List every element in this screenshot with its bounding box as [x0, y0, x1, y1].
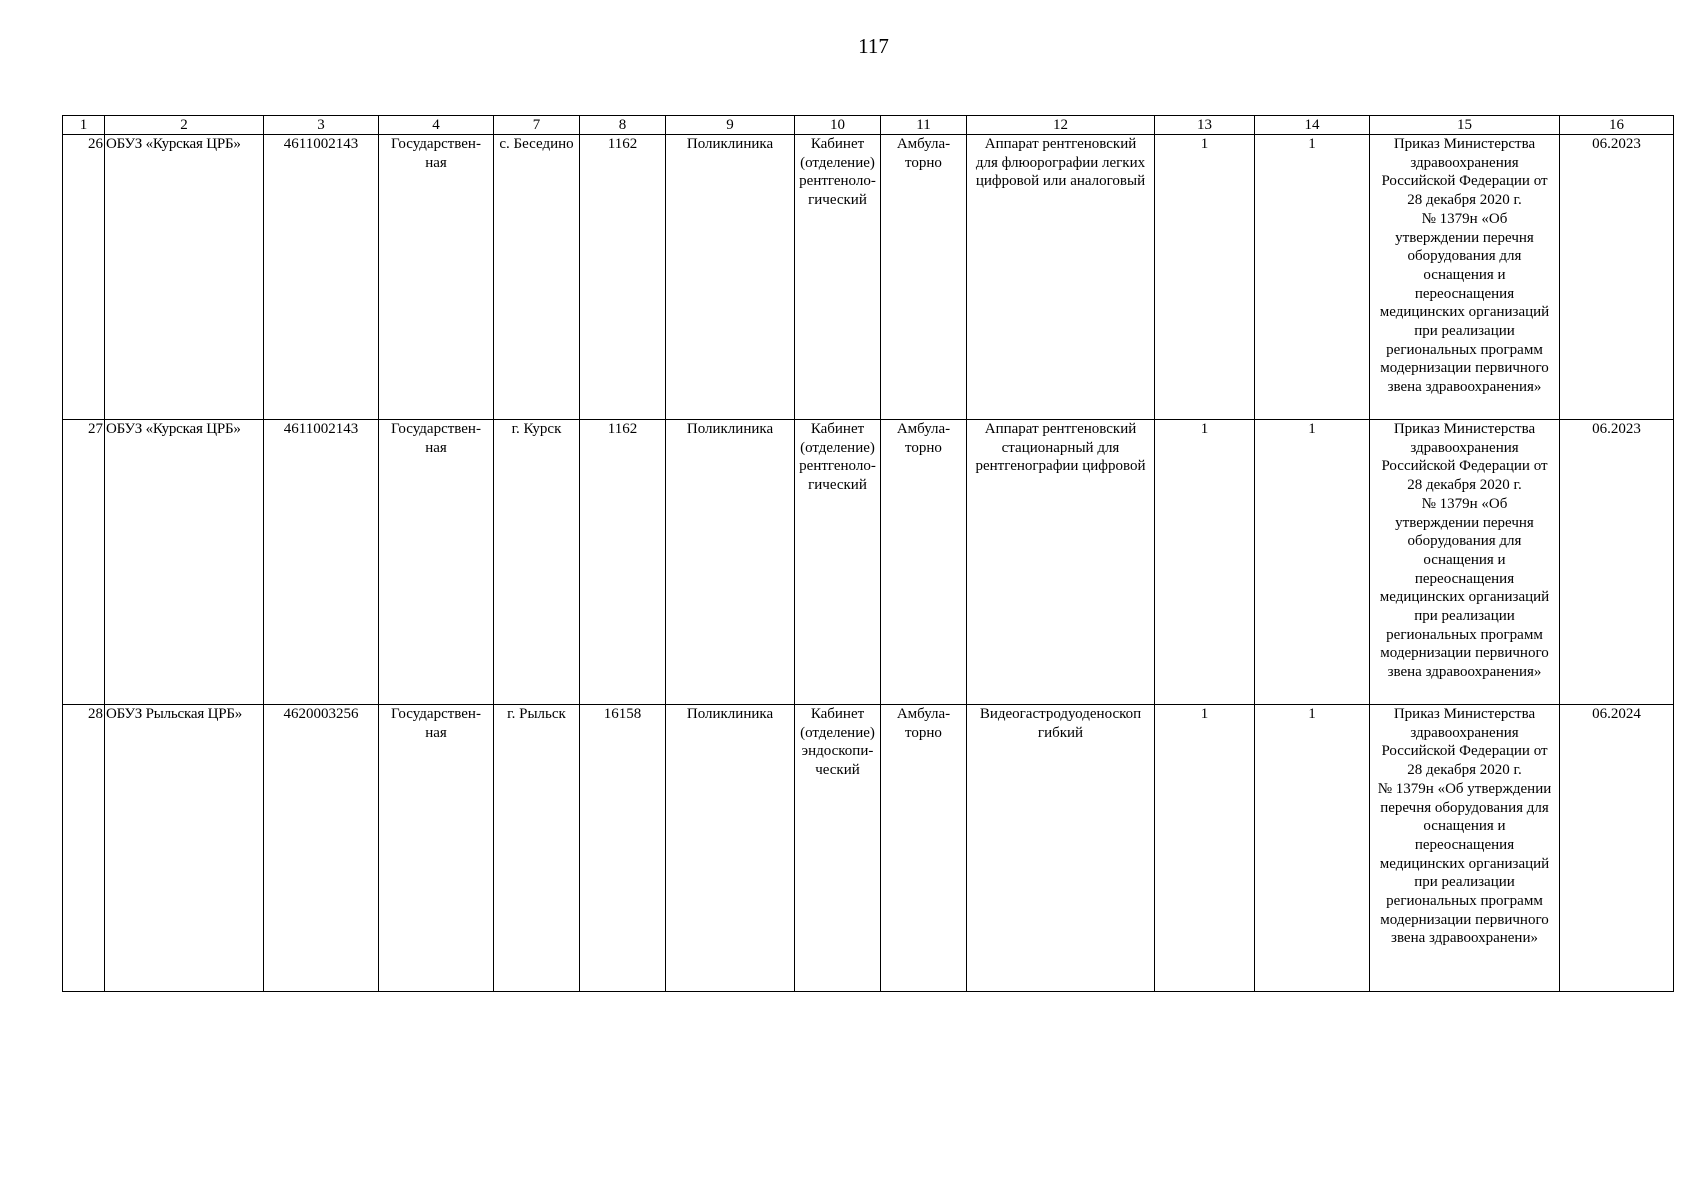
quantity-1: 1 [1155, 135, 1255, 420]
date: 06.2023 [1560, 420, 1674, 705]
header-row [63, 116, 1674, 135]
organization-name: ОБУЗ «Курская ЦРБ» [105, 135, 264, 420]
header-cell: 7 [494, 116, 580, 135]
row-number: 26 [63, 135, 105, 420]
quantity-2: 1 [1255, 705, 1370, 992]
care-mode: Амбула- торно [881, 420, 967, 705]
row-number: 28 [63, 705, 105, 992]
department: Кабинет (отделение) рентгеноло- гический [795, 420, 881, 705]
header-cell: 14 [1255, 116, 1370, 135]
quantity-2: 1 [1255, 135, 1370, 420]
table-row [63, 420, 1674, 705]
quantity-2: 1 [1255, 420, 1370, 705]
equipment-table [62, 115, 1674, 992]
equipment: Видеогастродуоденоскоп гибкий [967, 705, 1155, 992]
inn: 4611002143 [264, 420, 379, 705]
quantity-1: 1 [1155, 420, 1255, 705]
header-cell: 9 [666, 116, 795, 135]
care-mode: Амбула- торно [881, 705, 967, 992]
row-number: 27 [63, 420, 105, 705]
header-cell: 10 [795, 116, 881, 135]
organization-name: ОБУЗ «Курская ЦРБ» [105, 420, 264, 705]
header-cell: 4 [379, 116, 494, 135]
legal-basis: Приказ Министерства здравоохранения Российской Федерации от 28 декабря 2020 г. № 1379н «Об утверждении перечня оборудования для оснащения и переоснащения медицинских организаций при реализации региональных программ модернизации первичного звена здравоохранения» [1370, 135, 1560, 420]
page-number: 117 [858, 34, 889, 58]
locality: г. Рыльск [494, 705, 580, 992]
equipment: Аппарат рентгеновский для флюорографии легких цифровой или аналоговый [967, 135, 1155, 420]
date: 06.2024 [1560, 705, 1674, 992]
header-cell: 3 [264, 116, 379, 135]
header-cell: 16 [1560, 116, 1674, 135]
department: Кабинет (отделение) рентгеноло- гический [795, 135, 881, 420]
table-row [63, 705, 1674, 992]
quantity-1: 1 [1155, 705, 1255, 992]
unit: Поликлиника [666, 705, 795, 992]
header-cell: 11 [881, 116, 967, 135]
organization-name: ОБУЗ Рыльская ЦРБ» [105, 705, 264, 992]
ownership: Государствен- ная [379, 420, 494, 705]
unit: Поликлиника [666, 135, 795, 420]
date: 06.2023 [1560, 135, 1674, 420]
unit: Поликлиника [666, 420, 795, 705]
header-cell: 13 [1155, 116, 1255, 135]
header-cell: 2 [105, 116, 264, 135]
legal-basis: Приказ Министерства здравоохранения Российской Федерации от 28 декабря 2020 г. № 1379н «Об утверждении перечня оборудования для оснащения и переоснащения медицинских организаций при реализации региональных программ модернизации первичного звена здравоохранени» [1370, 705, 1560, 992]
code: 1162 [580, 420, 666, 705]
inn: 4611002143 [264, 135, 379, 420]
legal-basis: Приказ Министерства здравоохранения Российской Федерации от 28 декабря 2020 г. № 1379н «Об утверждении перечня оборудования для оснащения и переоснащения медицинских организаций при реализации региональных программ модернизации первичного звена здравоохранения» [1370, 420, 1560, 705]
code: 16158 [580, 705, 666, 992]
table-row [63, 135, 1674, 420]
ownership: Государствен- ная [379, 135, 494, 420]
department: Кабинет (отделение) эндоскопи- ческий [795, 705, 881, 992]
equipment: Аппарат рентгеновский стационарный для рентгенографии цифровой [967, 420, 1155, 705]
locality: г. Курск [494, 420, 580, 705]
header-cell: 12 [967, 116, 1155, 135]
locality: с. Беседино [494, 135, 580, 420]
ownership: Государствен- ная [379, 705, 494, 992]
header-cell: 8 [580, 116, 666, 135]
care-mode: Амбула- торно [881, 135, 967, 420]
header-cell: 15 [1370, 116, 1560, 135]
code: 1162 [580, 135, 666, 420]
header-cell: 1 [63, 116, 105, 135]
inn: 4620003256 [264, 705, 379, 992]
